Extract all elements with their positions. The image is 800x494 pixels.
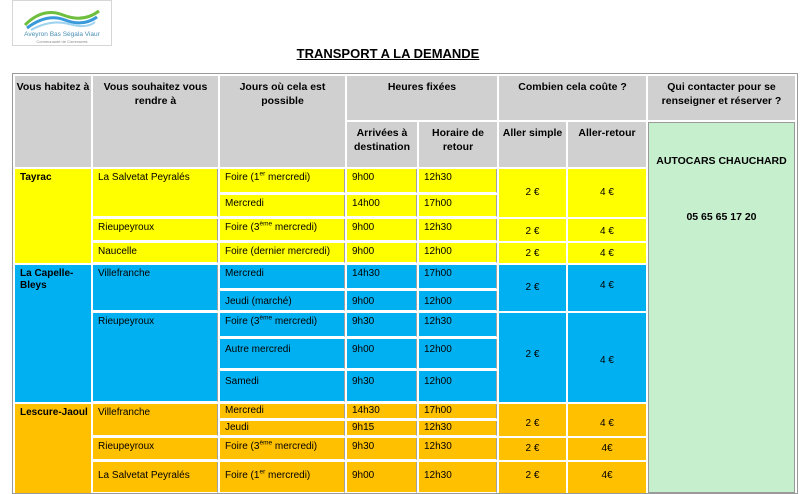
arrival-time: 9h00	[347, 169, 417, 193]
arrival-time: 14h30	[347, 404, 417, 419]
arrival-time: 9h00	[347, 219, 417, 241]
arrival-time: 14h30	[347, 265, 417, 289]
day-cell: Foire (3ème mercredi)	[220, 438, 345, 460]
return-time: 12h00	[419, 371, 497, 402]
header-rendre: Vous souhaitez vous rendre à	[93, 76, 218, 167]
price-aller: 2 €	[499, 219, 566, 241]
price-aller-retour: 4 €	[568, 404, 646, 436]
town-la-capelle-bleys: La Capelle-Bleys	[15, 265, 91, 402]
price-aller-retour: 4 €	[568, 313, 646, 402]
contact-cell	[648, 122, 795, 493]
logo-wave-icon	[21, 5, 103, 31]
day-cell: Foire (1er mercredi)	[220, 462, 345, 493]
return-time: 12h30	[419, 169, 497, 193]
arrival-time: 9h30	[347, 371, 417, 402]
day-cell: Foire (3ème mercredi)	[220, 313, 345, 337]
dest-cell: Villefranche	[93, 404, 218, 436]
dest-cell: La Salvetat Peyralés	[93, 169, 218, 217]
arrival-time: 9h15	[347, 421, 417, 436]
dest-cell: Naucelle	[93, 243, 218, 263]
arrival-time: 14h00	[347, 195, 417, 217]
contact-phone: 05 65 65 17 20	[686, 211, 757, 223]
price-aller: 2 €	[499, 462, 566, 493]
day-cell: Autre mercredi	[220, 339, 345, 369]
arrival-time: 9h30	[347, 438, 417, 460]
price-aller-retour: 4€	[568, 462, 646, 493]
return-time: 12h30	[419, 462, 497, 493]
day-cell: Foire (dernier mercredi)	[220, 243, 345, 263]
day-cell: Jeudi	[220, 421, 345, 436]
return-time: 12h00	[419, 339, 497, 369]
header-retour: Horaire de retour	[419, 122, 497, 167]
day-cell: Foire (3ème mercredi)	[220, 219, 345, 241]
dest-cell: Rieupeyroux	[93, 219, 218, 241]
price-aller-retour: 4€	[568, 438, 646, 460]
return-time: 12h30	[419, 219, 497, 241]
header-aller-retour: Aller-retour	[568, 122, 646, 167]
arrival-time: 9h00	[347, 339, 417, 369]
page-title: TRANSPORT A LA DEMANDE	[296, 46, 480, 61]
day-cell: Foire (1er mercredi)	[220, 169, 345, 193]
day-cell: Mercredi	[220, 404, 345, 419]
return-time: 12h30	[419, 438, 497, 460]
price-aller-retour: 4 €	[568, 243, 646, 263]
price-aller: 2 €	[499, 438, 566, 460]
day-cell: Samedi	[220, 371, 345, 402]
day-cell: Mercredi	[220, 195, 345, 217]
contact-company: AUTOCARS CHAUCHARD	[656, 155, 787, 167]
return-time: 17h00	[419, 195, 497, 217]
return-time: 12h00	[419, 243, 497, 263]
header-heures: Heures fixées	[347, 76, 497, 120]
header-arrivees: Arrivées à destination	[347, 122, 417, 167]
price-aller-retour: 4 €	[568, 219, 646, 241]
price-aller: 2 €	[499, 265, 566, 311]
return-time: 12h30	[419, 421, 497, 436]
price-aller: 2 €	[499, 404, 566, 436]
day-cell: Jeudi (marché)	[220, 291, 345, 311]
arrival-time: 9h00	[347, 462, 417, 493]
logo-name: Aveyron Bas Ségala Viaur	[24, 31, 100, 38]
logo-subtitle: Communauté de Communes	[36, 39, 88, 44]
price-aller: 2 €	[499, 169, 566, 217]
header-vous-habitez: Vous habitez à	[15, 76, 91, 167]
header-contact: Qui contacter pour se renseigner et réserver ?	[648, 76, 795, 120]
price-aller: 2 €	[499, 243, 566, 263]
price-aller: 2 €	[499, 313, 566, 402]
arrival-time: 9h00	[347, 291, 417, 311]
header-jours: Jours où cela est possible	[220, 76, 345, 167]
arrival-time: 9h00	[347, 243, 417, 263]
dest-cell: Rieupeyroux	[93, 438, 218, 460]
return-time: 17h00	[419, 404, 497, 419]
arrival-time: 9h30	[347, 313, 417, 337]
dest-cell: Villefranche	[93, 265, 218, 311]
header-aller: Aller simple	[499, 122, 566, 167]
logo	[12, 0, 112, 46]
town-lescure-jaoul: Lescure-Jaoul	[15, 404, 91, 493]
header-cout: Combien cela coûte ?	[499, 76, 646, 120]
price-aller-retour: 4 €	[568, 169, 646, 217]
town-tayrac: Tayrac	[15, 169, 91, 263]
return-time: 12h30	[419, 313, 497, 337]
return-time: 12h00	[419, 291, 497, 311]
return-time: 17h00	[419, 265, 497, 289]
dest-cell: La Salvetat Peyralés	[93, 462, 218, 493]
transport-table	[12, 73, 798, 494]
price-aller-retour: 4 €	[568, 265, 646, 311]
day-cell: Mercredi	[220, 265, 345, 289]
dest-cell: Rieupeyroux	[93, 313, 218, 402]
